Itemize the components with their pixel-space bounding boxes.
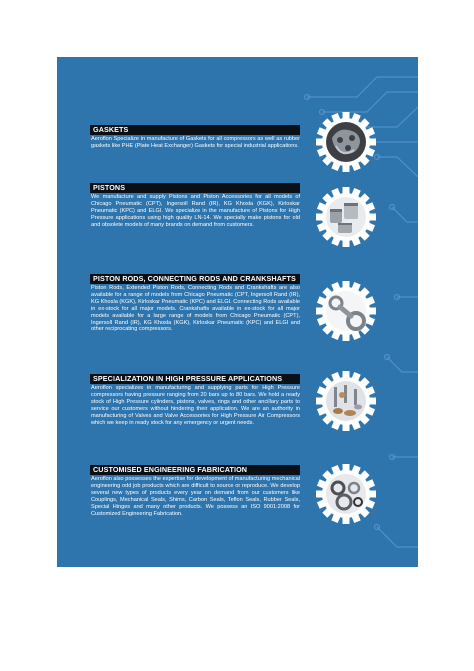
section-heading: PISTON RODS, CONNECTING RODS AND CRANKSHAFTS xyxy=(90,274,300,284)
section-body: Aeroflon also possesses the expertise for development of manufacturing mechanical engineering odd job products which are difficult to source or reproduce. We develop several new types of products every year on demand from our customers like Couplings, Mechanical Seals, Shims, Carbon Seals, Teflon Seals, Rubber Seals, Special Hinges and many other products. We possess an ISO 9001:2008 for Customized Engineering Fabrication. xyxy=(91,476,300,517)
valve-gear-icon xyxy=(314,369,378,433)
section-body: Aeroflon Specialize in manufacture of Gaskets for all compressors as well as rubber gaskets like PHE (Plate Heat Exchanger) Gaskets for special industrial applications. xyxy=(91,136,300,149)
section-pistons xyxy=(90,183,300,229)
section-heading: CUSTOMISED ENGINEERING FABRICATION xyxy=(90,465,300,475)
section-gaskets xyxy=(90,125,300,150)
gasket-gear-icon xyxy=(314,110,378,174)
section-body: Piston Rods, Extended Piston Rods, Connecting Rods and Crankshafts are also available for a range of models from Chicago Pneumatic (CPT, Ingersoll Rand (IR), KG Khosla (KGK), Kirloskar Pneumatic (KPC) and ELGI. Connecting Rods available in ex-stock for all major models. Crankshafts available in ex-stock for all major models available for a large range of models from Chicago Pneumatic (CPT), Ingersoll Rand (IR), KG Khosla (KGK), Kirloskar Pneumatic (KPC) and ELGI and other reciprocating compressors. xyxy=(91,285,300,333)
brochure-panel xyxy=(57,57,418,567)
section-body: Aeroflon specializes in manufacturing and supplying parts for High Pressure compressors having pressure ranging from 20 bars up to 80 bars. We hold a ready stock of High Pressure cylinders, pistons, valves, rings and other ancillary parts to service our customers without hindering their application. We are an authority in manufacturing of Valves and Valve Accessories for High Pressure Air Compressors which we keep in ready stock for any emergency or urgent needs. xyxy=(91,385,300,426)
section-piston-rods xyxy=(90,274,300,333)
section-fabrication xyxy=(90,465,300,517)
connecting-rod-gear-icon xyxy=(314,279,378,343)
section-body: We manufacture and supply Pistons and Piston Accessories for all models of Chicago Pneumatic (CPT), Ingersoll Rand (IR), KG Khosla (KGK), Kirloskar Pneumatic (KPC) and ELGI. We specialize in the manufacture of Pistons for High Pressure applications using high quality LN-14. We specially make pistons for old and obsolete models of many brands on demand from customers. xyxy=(91,194,300,228)
piston-gear-icon xyxy=(314,185,378,249)
section-heading: PISTONS xyxy=(90,183,300,193)
seals-gear-icon xyxy=(314,462,378,526)
section-heading: SPECIALIZATION IN HIGH PRESSURE APPLICATIONS xyxy=(90,374,300,384)
section-high-pressure xyxy=(90,374,300,426)
section-heading: GASKETS xyxy=(90,125,300,135)
